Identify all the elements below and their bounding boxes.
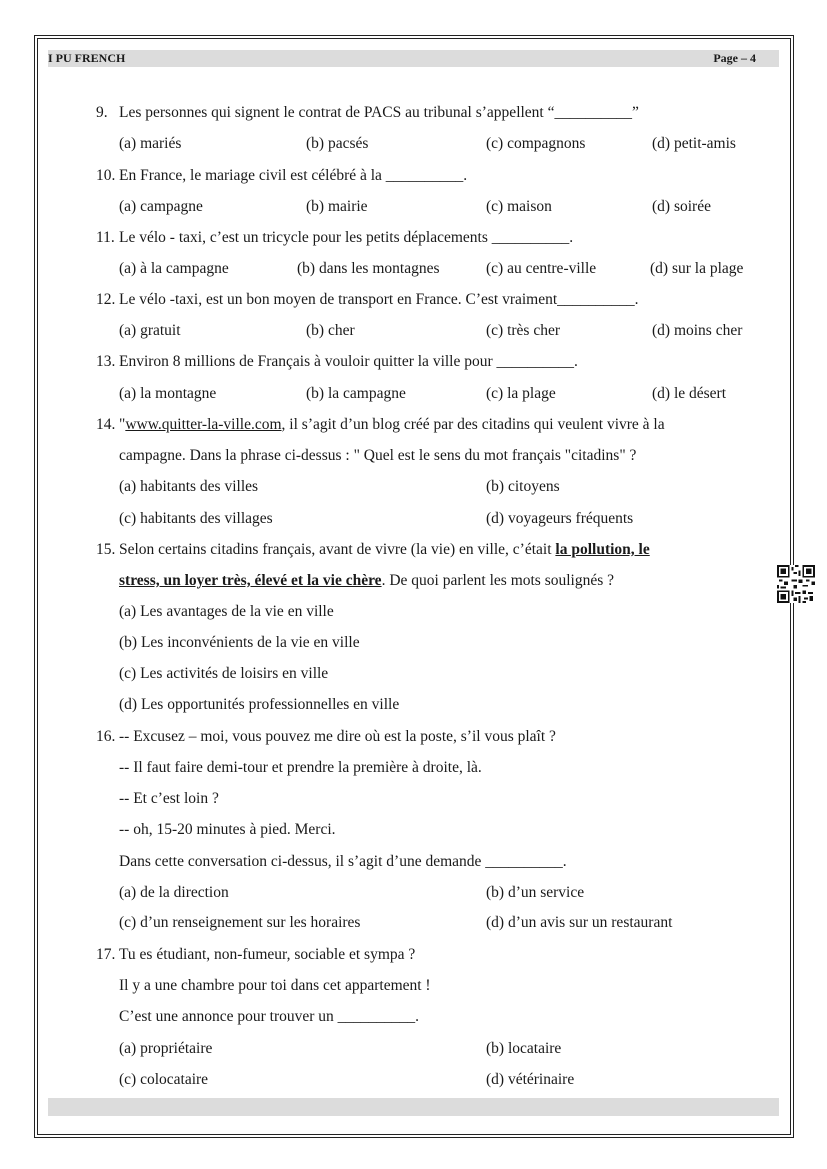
option-a: (a) campagne — [119, 198, 203, 215]
question-text: Dans cette conversation ci-dessus, il s’agit d’une demande __________. — [119, 853, 567, 870]
blog-link[interactable]: www.quitter-la-ville.com — [125, 416, 282, 433]
option-b: (b) Les inconvénients de la vie en ville — [119, 634, 360, 651]
option-c: (c) très cher — [486, 322, 561, 339]
option-b: (b) d’un service — [486, 884, 585, 901]
question-number: 12. — [96, 291, 116, 308]
question-text-end: . De quoi parlent les mots soulignés ? — [381, 572, 615, 589]
ad-line: Tu es étudiant, non-fumeur, sociable et sympa ? — [119, 946, 416, 963]
question-text: C’est une annonce pour trouver un __________. — [119, 1008, 420, 1025]
option-a: (a) propriétaire — [119, 1040, 213, 1057]
question-text: Le vélo -taxi, est un bon moyen de transport en France. C’est vraiment__________. — [119, 291, 639, 308]
option-b: (b) cher — [306, 322, 355, 339]
option-a: (a) la montagne — [119, 385, 217, 402]
option-b: (b) dans les montagnes — [297, 260, 440, 277]
quote-mark: " — [119, 416, 126, 433]
question-text-start: Selon certains citadins français, avant de vivre (la vie) en ville, c’était — [119, 541, 556, 558]
underlined-words: stress, un loyer très, élevé et la vie chère — [119, 572, 382, 589]
option-a: (a) à la campagne — [119, 260, 229, 277]
option-d: (d) petit-amis — [652, 135, 736, 152]
option-c: (c) maison — [486, 198, 552, 215]
option-b: (b) pacsés — [306, 135, 369, 152]
option-c: (c) d’un renseignement sur les horaires — [119, 914, 361, 931]
option-d: (d) d’un avis sur un restaurant — [486, 914, 673, 931]
option-d: (d) Les opportunités professionnelles en ville — [119, 696, 400, 713]
option-a: (a) habitants des villes — [119, 478, 259, 495]
question-text-line2 — [119, 571, 614, 591]
question-text: En France, le mariage civil est célébré à la __________. — [119, 167, 468, 184]
question-text — [119, 540, 650, 560]
option-c: (c) la plage — [486, 385, 556, 402]
option-c: (c) colocataire — [119, 1071, 209, 1088]
option-d: (d) moins cher — [652, 322, 743, 339]
question-number: 13. — [96, 353, 116, 370]
question-number: 15. — [96, 541, 116, 558]
dialogue-line: -- Et c’est loin ? — [119, 790, 219, 807]
option-c: (c) compagnons — [486, 135, 586, 152]
option-a: (a) Les avantages de la vie en ville — [119, 603, 334, 620]
underlined-words: la pollution, le — [555, 541, 650, 558]
dialogue-line: -- Il faut faire demi-tour et prendre la première à droite, là. — [119, 759, 482, 776]
option-b: (b) mairie — [306, 198, 368, 215]
question-number: 14. — [96, 416, 116, 433]
question-text-rest: , il s’agit d’un blog créé par des citadins qui veulent vivre à la — [281, 416, 665, 433]
option-c: (c) Les activités de loisirs en ville — [119, 665, 329, 682]
option-c: (c) habitants des villages — [119, 510, 273, 527]
footer-band — [48, 1098, 779, 1116]
option-d: (d) voyageurs fréquents — [486, 510, 634, 527]
option-b: (b) la campagne — [306, 385, 406, 402]
question-number: 17. — [96, 946, 116, 963]
question-text: Environ 8 millions de Français à vouloir quitter la ville pour __________. — [119, 353, 578, 370]
header-title: I PU FRENCH — [48, 51, 126, 65]
dialogue-line: -- oh, 15-20 minutes à pied. Merci. — [119, 821, 336, 838]
dialogue-line: -- Excusez – moi, vous pouvez me dire où est la poste, s’il vous plaît ? — [119, 728, 556, 745]
option-d: (d) sur la plage — [650, 260, 744, 277]
ad-line: Il y a une chambre pour toi dans cet appartement ! — [119, 977, 431, 994]
option-a: (a) mariés — [119, 135, 182, 152]
option-d: (d) soirée — [652, 198, 711, 215]
option-b: (b) citoyens — [486, 478, 560, 495]
question-text: Les personnes qui signent le contrat de PACS au tribunal s’appellent “__________” — [119, 104, 639, 121]
option-b: (b) locataire — [486, 1040, 562, 1057]
option-a: (a) gratuit — [119, 322, 181, 339]
question-number: 16. — [96, 728, 116, 745]
question-number: 9. — [96, 104, 108, 121]
option-c: (c) au centre-ville — [486, 260, 597, 277]
question-number: 11. — [96, 229, 115, 246]
question-number: 10. — [96, 167, 116, 184]
page-number: Page – 4 — [713, 51, 756, 65]
question-text: Le vélo - taxi, c’est un tricycle pour les petits déplacements __________. — [119, 229, 574, 246]
option-d: (d) le désert — [652, 385, 727, 402]
option-a: (a) de la direction — [119, 884, 229, 901]
qr-code-icon — [777, 565, 815, 603]
question-text — [119, 415, 665, 435]
question-text-line2: campagne. Dans la phrase ci-dessus : " Quel est le sens du mot français "citadins" ? — [119, 447, 637, 464]
option-d: (d) vétérinaire — [486, 1071, 575, 1088]
